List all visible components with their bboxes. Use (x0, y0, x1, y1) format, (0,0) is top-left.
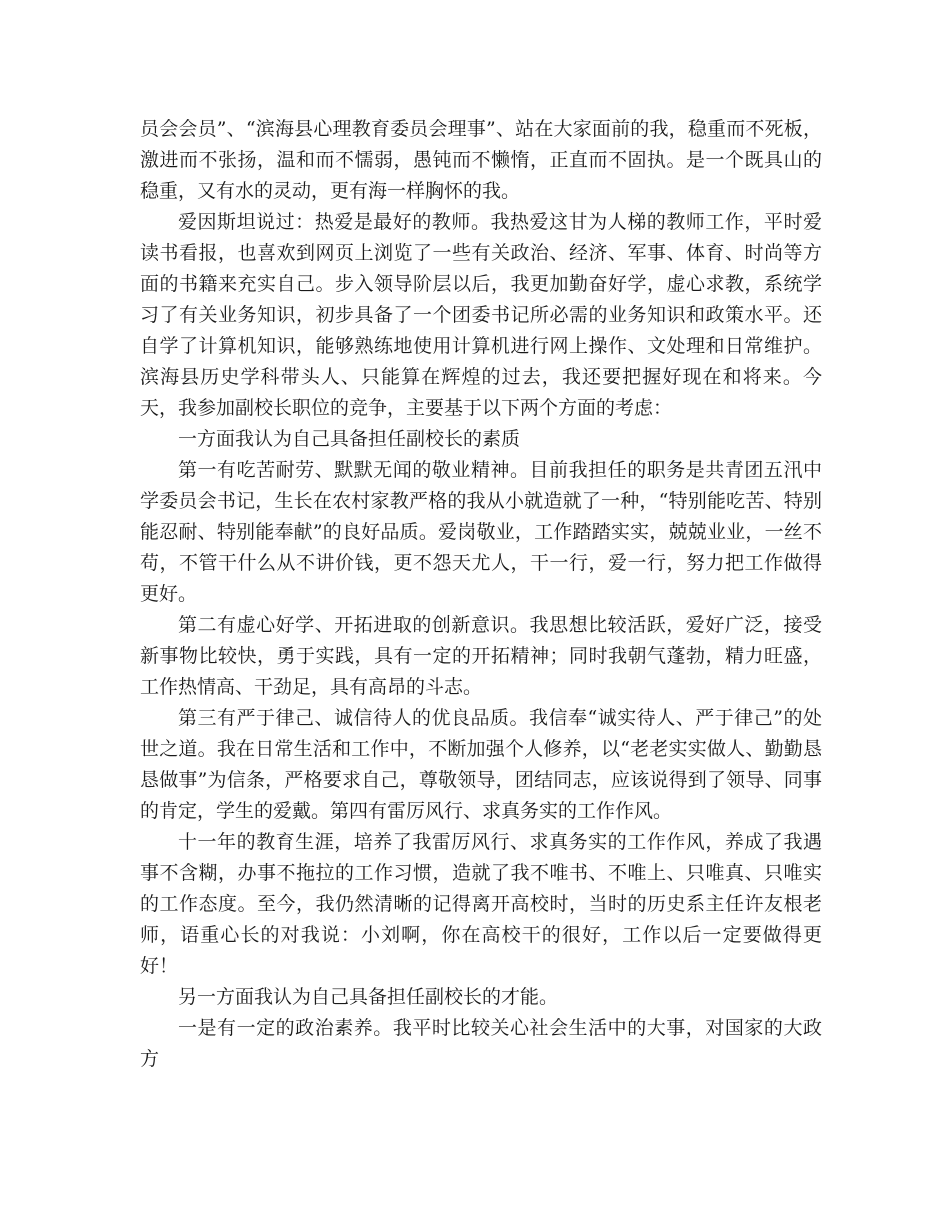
paragraph-5: 第二有虚心好学、开拓进取的创新意识。我思想比较活跃，爱好广泛，接受新事物比较快，勇于实践，具有一定的开拓精神；同时我朝气蓬勃，精力旺盛，工作热情高、干劲足，具有高昂的斗志。 (140, 614, 822, 698)
paragraph-1: 员会会员”、“滨海县心理教育委员会理事”、站在大家面前的我，稳重而不死板，激进而不张扬，温和而不懦弱，愚钝而不懒惰，正直而不固执。是一个既具山的稳重，又有水的灵动，更有海一样胸怀的我。 (140, 118, 822, 202)
paragraph-4: 第一有吃苦耐劳、默默无闻的敬业精神。目前我担任的职务是共青团五汛中学委员会书记，生长在农村家教严格的我从小就造就了一种，“特别能吃苦、特别能忍耐、特别能奉献”的良好品质。爱岗敬业，工作踏踏实实，兢兢业业，一丝不苟，不管干什么从不讲价钱，更不怨天尤人，干一行，爱一行，努力把工作做得更好。 (140, 459, 822, 605)
paragraph-9: 一是有一定的政治素养。我平时比较关心社会生活中的大事，对国家的大政方 (140, 1017, 822, 1070)
paragraph-8: 另一方面我认为自己具备担任副校长的才能。 (178, 986, 559, 1008)
paragraph-6: 第三有严于律己、诚信待人的优良品质。我信奉“诚实待人、严于律己”的处世之道。我在日常生活和工作中，不断加强个人修养，以“老老实实做人、勤勤恳恳做事”为信条，严格要求自己，尊敬领导，团结同志，应该说得到了领导、同事的肯定，学生的爱戴。第四有雷厉风行、求真务实的工作作风。 (140, 707, 822, 822)
paragraph-7: 十一年的教育生涯，培养了我雷厉风行、求真务实的工作作风，养成了我遇事不含糊，办事不拖拉的工作习惯，造就了我不唯书、不唯上、只唯真、只唯实的工作态度。至今，我仍然清晰的记得离开高校时，当时的历史系主任许友根老师，语重心长的对我说：小刘啊，你在高校干的很好，工作以后一定要做得更好！ (140, 831, 822, 977)
document-body (140, 114, 822, 1075)
paragraph-3: 一方面我认为自己具备担任副校长的素质 (178, 428, 521, 450)
paragraph-2: 爱因斯坦说过：热爱是最好的教师。我热爱这甘为人梯的教师工作，平时爱读书看报，也喜欢到网页上浏览了一些有关政治、经济、军事、体育、时尚等方面的书籍来充实自己。步入领导阶层以后，我更加勤奋好学，虚心求教，系统学习了有关业务知识，初步具备了一个团委书记所必需的业务知识和政策水平。还自学了计算机知识，能够熟练地使用计算机进行网上操作、文处理和日常维护。滨海县历史学科带头人、只能算在辉煌的过去，我还要把握好现在和将来。今天，我参加副校长职位的竞争，主要基于以下两个方面的考虑： (140, 211, 822, 419)
